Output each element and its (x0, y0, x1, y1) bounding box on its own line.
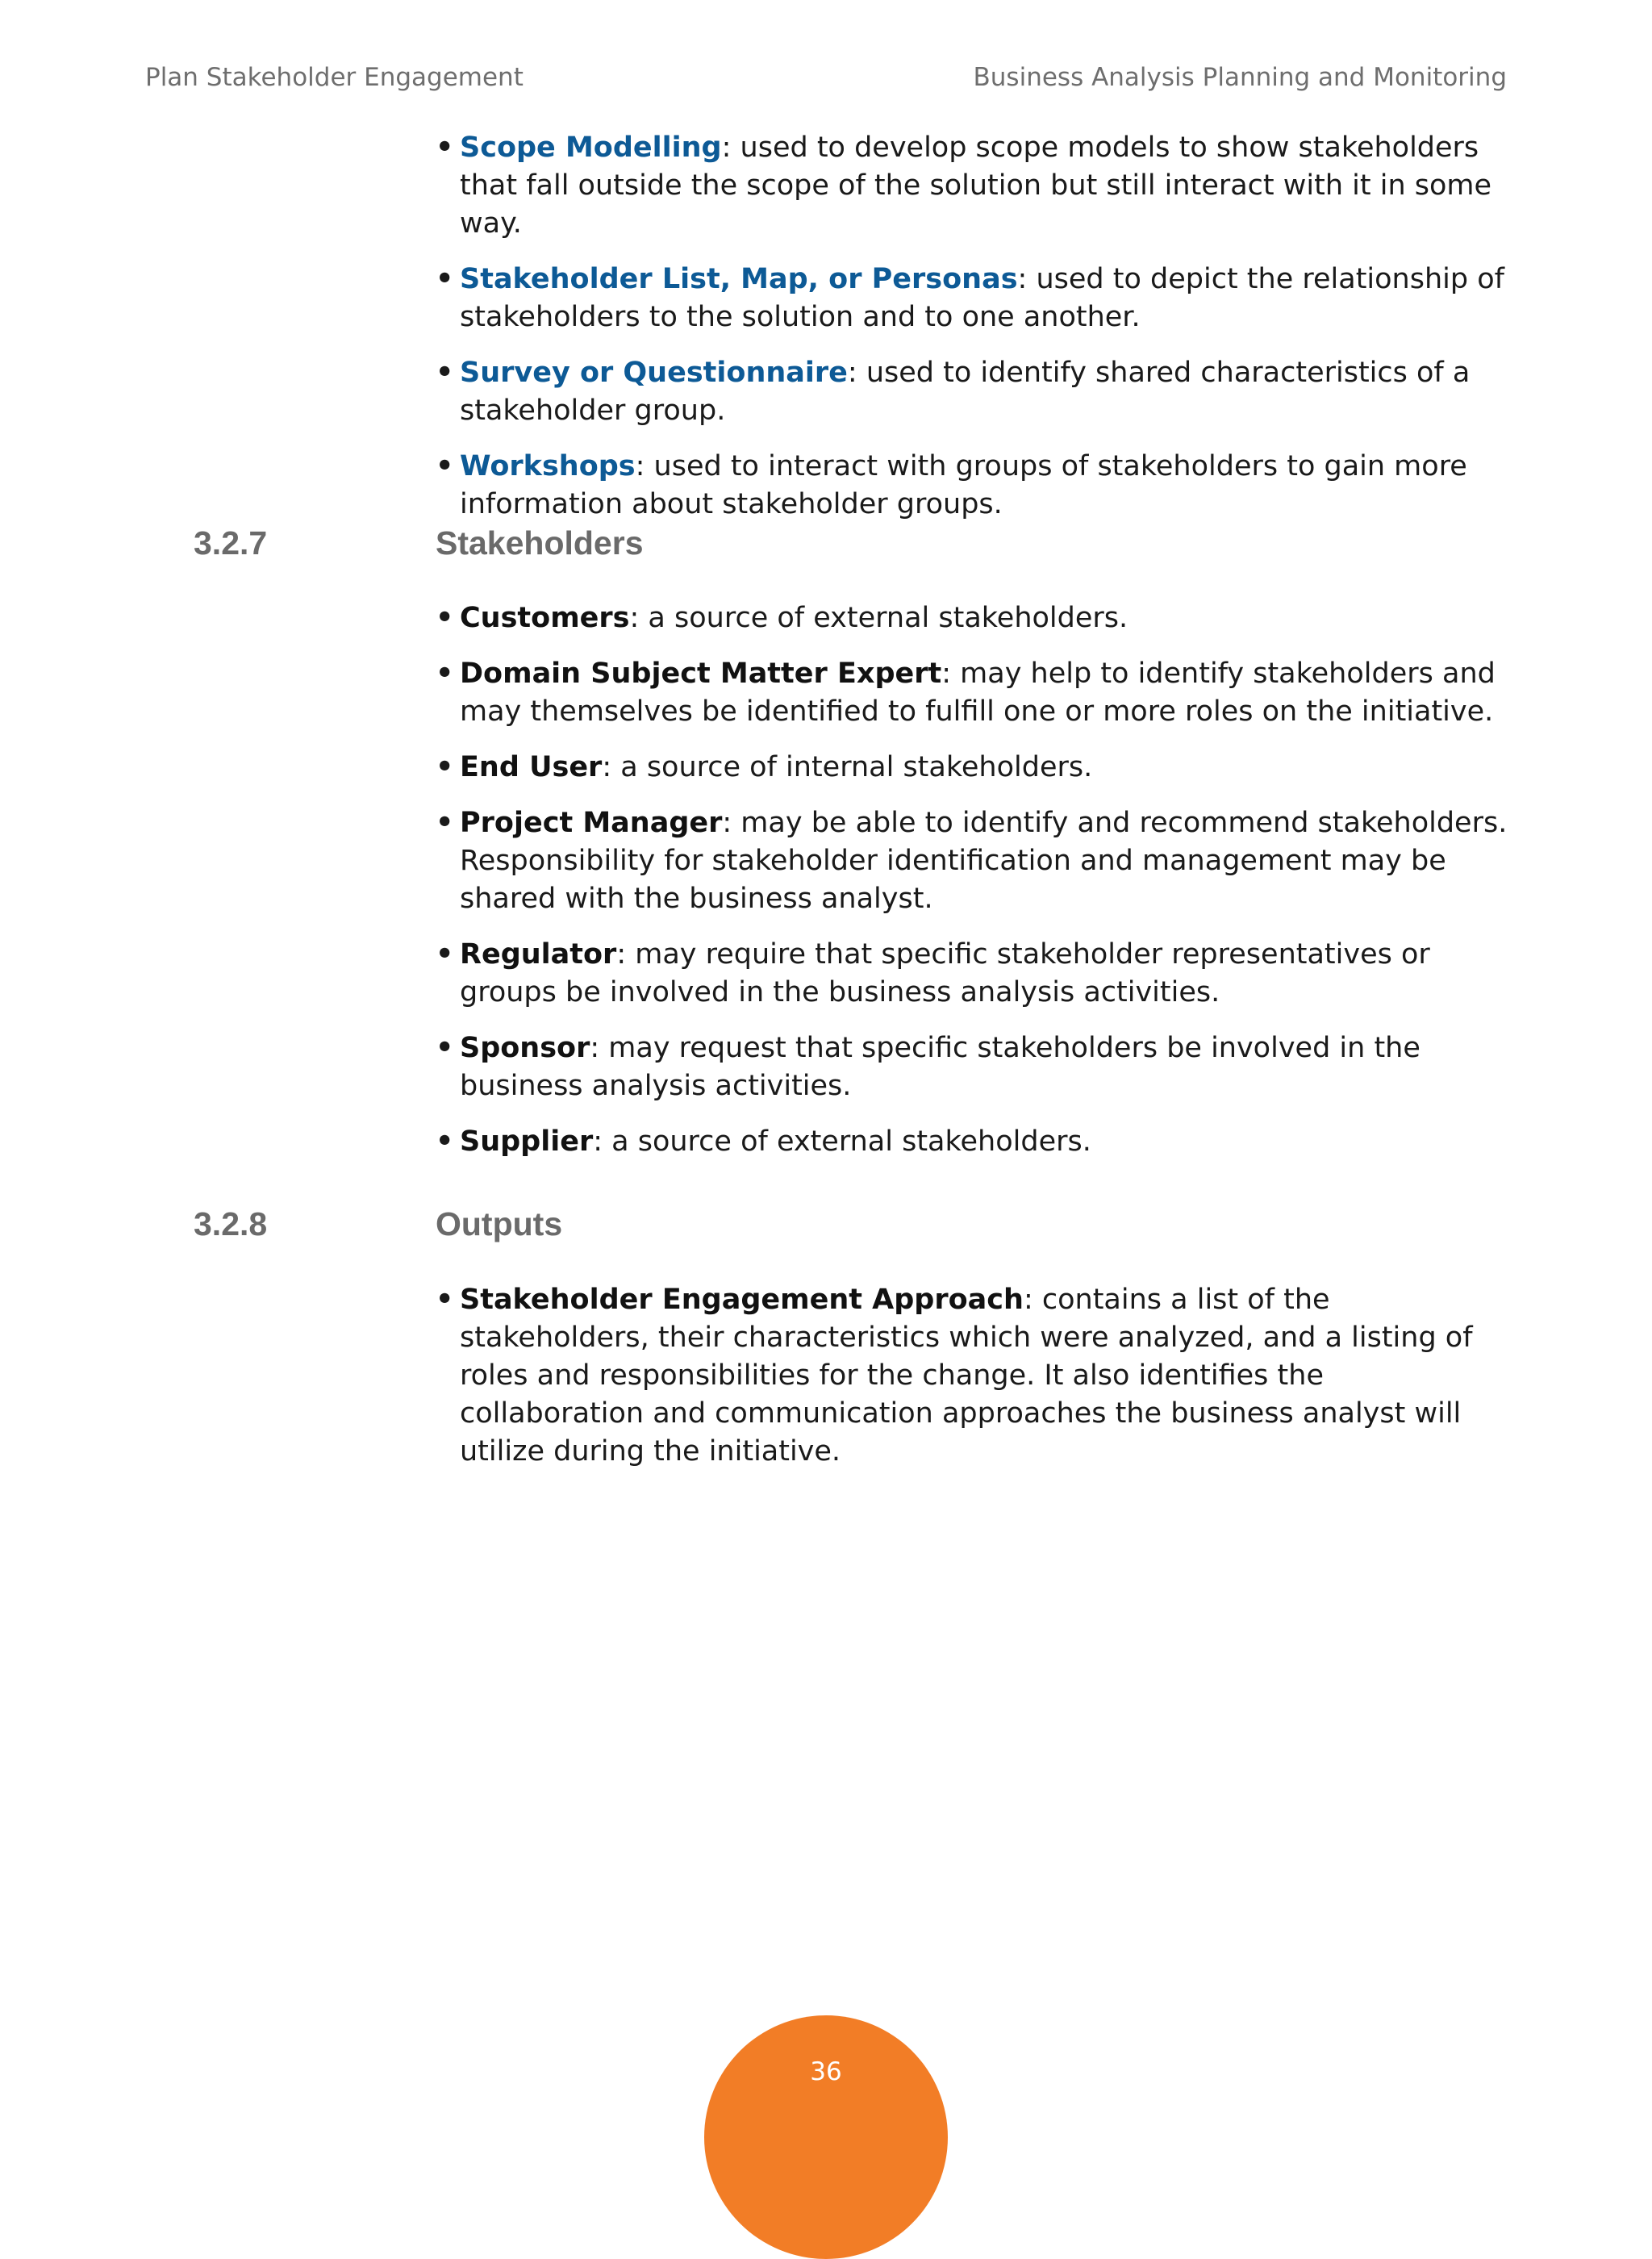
list-item: • Supplier: a source of external stakeholders. (436, 1123, 1516, 1161)
section-heading-stakeholders (194, 524, 1516, 573)
list-item: • Project Manager: may be able to identify and recommend stakeholders. Responsibility for stakeholder identification and management may be shared with the business analyst. (436, 804, 1516, 918)
list-item: • Scope Modelling: used to develop scope models to show stakeholders that fall outside the scope of the solution but still interact with it in some way. (436, 129, 1516, 243)
list-item: • Domain Subject Matter Expert: may help to identify stakeholders and may themselves be identified to fulfill one or more roles on the initiative. (436, 655, 1516, 731)
list-item: • End User: a source of internal stakeholders. (436, 749, 1516, 787)
page-number: 36 (810, 2057, 842, 2086)
technique-link-survey[interactable]: Survey or Questionnaire (460, 357, 848, 389)
list-item: • Sponsor: may request that specific stakeholders be involved in the business analysis activities. (436, 1029, 1516, 1105)
list-item: • Workshops: used to interact with groups of stakeholders to gain more information about stakeholder groups. (436, 448, 1516, 524)
technique-link-stakeholder-list[interactable]: Stakeholder List, Map, or Personas (460, 263, 1018, 295)
header-chapter-title: Business Analysis Planning and Monitoring (973, 63, 1507, 92)
section-title: Stakeholders (436, 524, 644, 562)
list-item: • Regulator: may require that specific stakeholder representatives or groups be involved in the business analysis activities. (436, 936, 1516, 1012)
technique-link-scope-modelling[interactable]: Scope Modelling (460, 132, 722, 164)
section-number: 3.2.7 (194, 524, 268, 562)
page-number-tab (704, 2015, 948, 2259)
list-item: • Customers: a source of external stakeholders. (436, 599, 1516, 637)
stakeholders-list-block (436, 599, 1516, 1179)
header-section-title: Plan Stakeholder Engagement (145, 63, 524, 92)
outputs-list-block (436, 1281, 1516, 1489)
section-heading-outputs (194, 1205, 1516, 1254)
section-number: 3.2.8 (194, 1205, 268, 1242)
list-item: • Stakeholder List, Map, or Personas: used to depict the relationship of stakeholders to the solution and to one another. (436, 261, 1516, 336)
running-header (145, 63, 1507, 102)
techniques-list-block (436, 129, 1516, 541)
list-item: • Survey or Questionnaire: used to identify shared characteristics of a stakeholder group. (436, 354, 1516, 430)
techniques-list (436, 129, 1516, 524)
technique-link-workshops[interactable]: Workshops (460, 450, 636, 482)
list-item: • Stakeholder Engagement Approach: contains a list of the stakeholders, their characteristics which were analyzed, and a listing of roles and responsibilities for the change. It also identifies the collaboration and communication approaches the business analyst will utilize during the initiative. (436, 1281, 1516, 1471)
stakeholders-list (436, 599, 1516, 1161)
outputs-list (436, 1281, 1516, 1471)
section-title: Outputs (436, 1205, 563, 1242)
